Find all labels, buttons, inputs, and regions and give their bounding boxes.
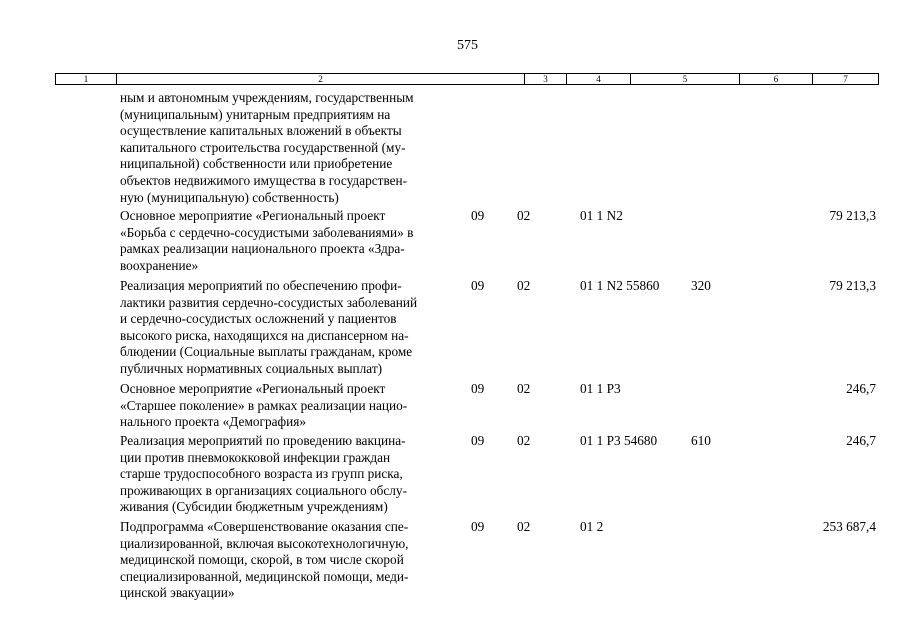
row-description: Основное мероприятие «Региональный проект «Старшее поколение» в рамках реализации нацио- нального проекта «Демография» — [120, 381, 408, 430]
row-description: ным и автономным учреждениям, государственным (муниципальным) унитарным предприятиям на осуществление капитальных вложений в объекты капитального строительства государственной (му- ниципальной) собственности или приобретение объектов недвижимого имущества в государствен- ную (муниципальную) собственность) — [120, 90, 414, 205]
row-description: Подпрограмма «Совершенствование оказания спе- циализированной, включая высокотехнологичную, медицинской помощи, скорой, в том числе скорой специализированной, медицинской помощи, меди- цинской эвакуации» — [120, 519, 409, 601]
row-subsection-code: 02 — [517, 519, 531, 534]
row-target-code: 01 1 N2 — [580, 208, 623, 223]
row-amount: 246,7 — [846, 381, 876, 396]
row-amount: 79 213,3 — [829, 278, 876, 293]
header-col-3: 3 — [524, 74, 566, 84]
row-amount: 253 687,4 — [822, 519, 876, 534]
header-col-5: 5 — [630, 74, 739, 84]
row-subsection-code: 02 — [517, 208, 531, 223]
row-expense-type: 320 — [691, 278, 711, 293]
row-expense-type: 610 — [691, 433, 711, 448]
header-col-7: 7 — [812, 74, 878, 84]
table-header-row — [55, 73, 879, 85]
row-description: Реализация мероприятий по обеспечению профи- лактики развития сердечно-сосудистых заболеваний и сердечно-сосудистых осложнений у пациентов высокого риска, находящихся на диспансерном на- блюдении (Социальные выплаты гражданам, кроме публичных нормативных социальных выплат) — [120, 278, 418, 376]
row-subsection-code: 02 — [517, 278, 531, 293]
row-description: Реализация мероприятий по проведению вакцина- ции против пневмококковой инфекции граждан старше трудоспособного возраста из групп риска, проживающих в организациях социального обслу- живания (Субсидии бюджетным учреждениям) — [120, 433, 407, 515]
row-amount: 79 213,3 — [829, 208, 876, 223]
row-amount: 246,7 — [846, 433, 876, 448]
row-subsection-code: 02 — [517, 433, 531, 448]
row-section-code: 09 — [471, 381, 485, 396]
row-subsection-code: 02 — [517, 381, 531, 396]
row-section-code: 09 — [471, 208, 485, 223]
row-target-code: 01 1 P3 54680 — [580, 433, 658, 448]
row-section-code: 09 — [471, 519, 485, 534]
row-section-code: 09 — [471, 278, 485, 293]
row-section-code: 09 — [471, 433, 485, 448]
header-col-6: 6 — [739, 74, 812, 84]
row-target-code: 01 1 N2 55860 — [580, 278, 660, 293]
header-col-1: 1 — [83, 74, 89, 84]
page-number: 575 — [457, 38, 478, 53]
row-description: Основное мероприятие «Региональный проект «Борьба с сердечно-сосудистыми заболеваниями» в рамках реализации национального проекта «Здра- воохранение» — [120, 208, 414, 273]
header-col-4: 4 — [566, 74, 630, 84]
row-target-code: 01 2 — [580, 519, 604, 534]
header-col-2: 2 — [116, 74, 524, 84]
row-target-code: 01 1 P3 — [580, 381, 621, 396]
